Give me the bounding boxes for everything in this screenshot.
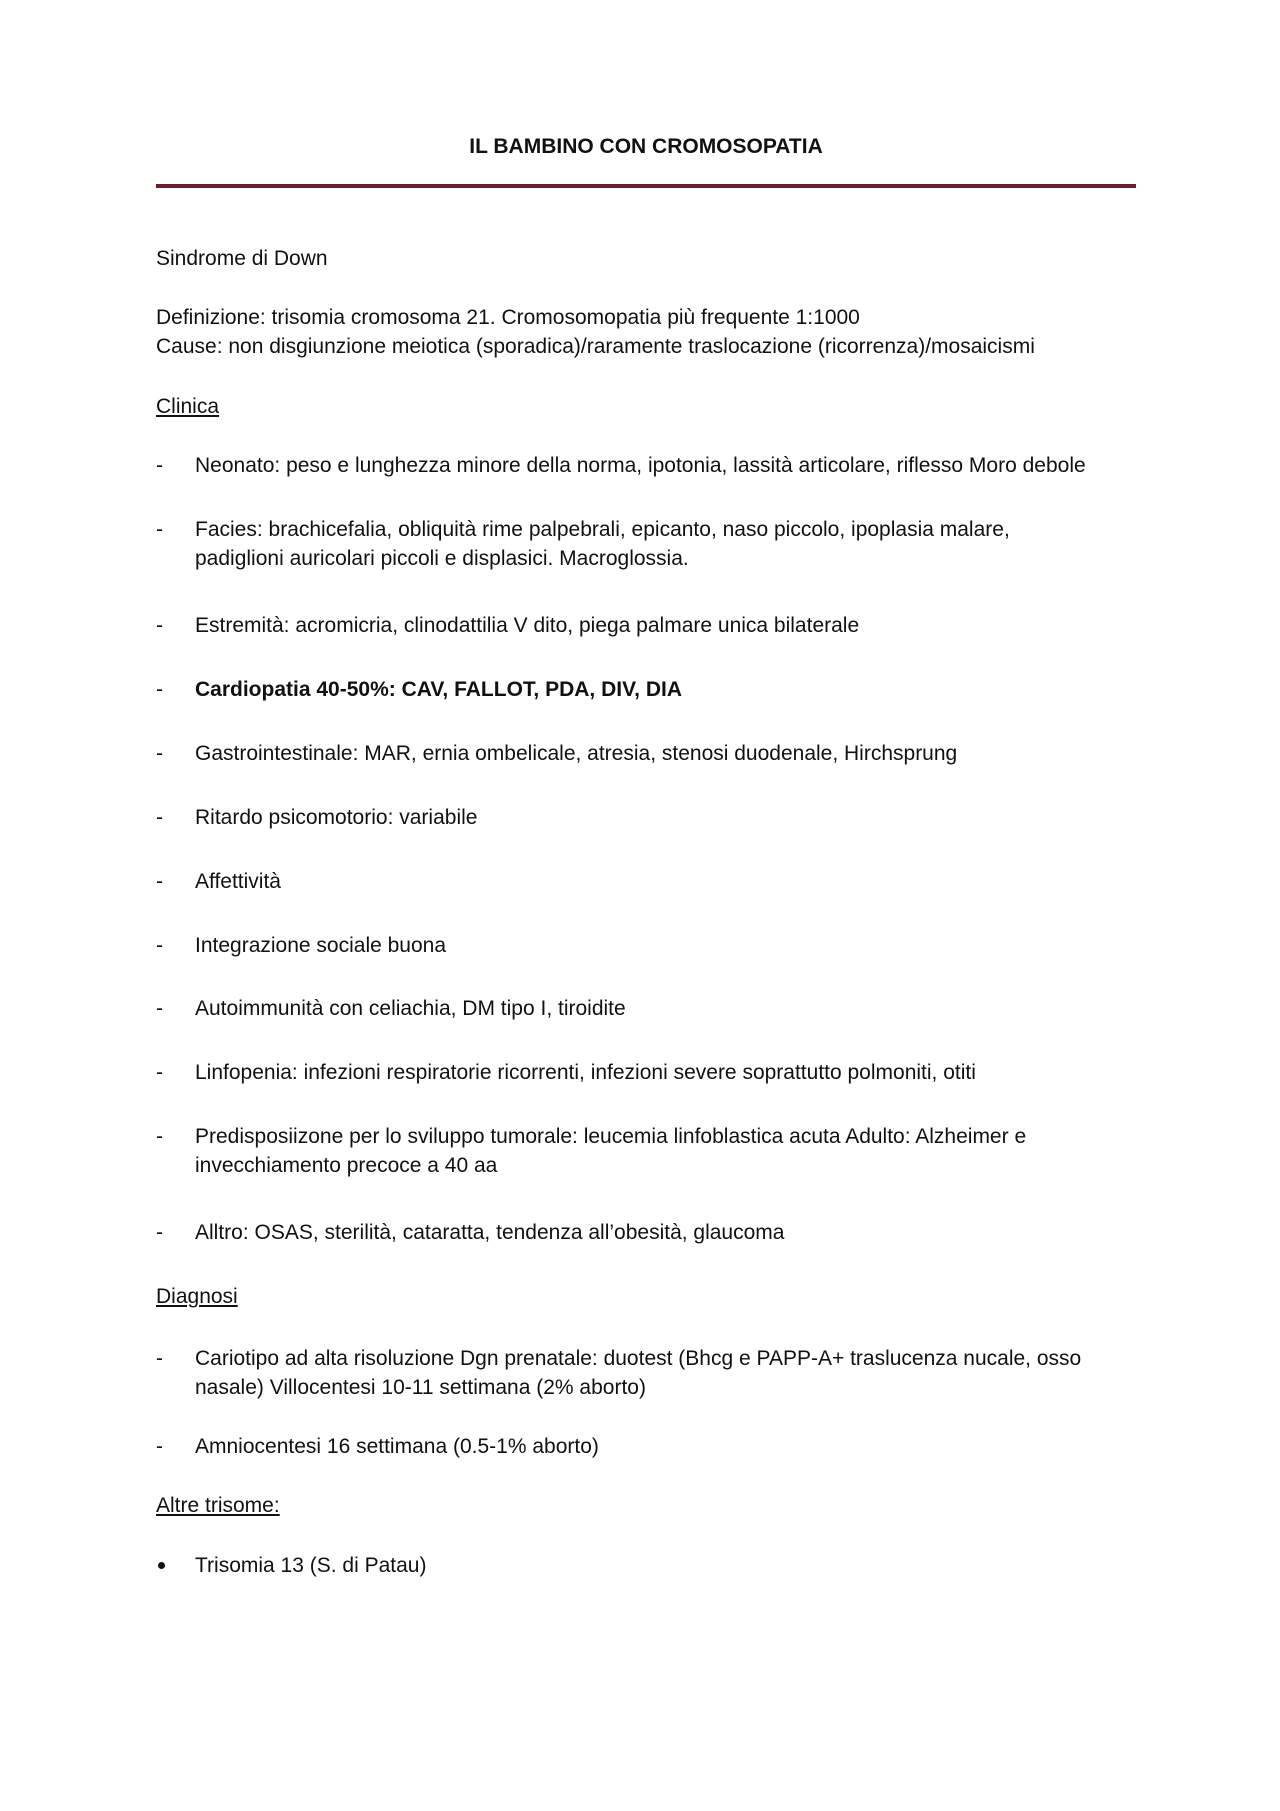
- diagnosi-heading: Diagnosi: [156, 1285, 238, 1308]
- causes-line: Cause: non disgiunzione meiotica (sporadica)/raramente traslocazione (ricorrenza)/mosaicismi: [156, 335, 1035, 358]
- list-marker: -: [156, 1061, 163, 1084]
- list-marker: -: [156, 806, 163, 829]
- list-marker: -: [156, 934, 163, 957]
- list-item-text: Autoimmunità con celiachia, DM tipo I, tiroidite: [195, 997, 626, 1020]
- list-marker: -: [156, 870, 163, 893]
- list-marker: -: [156, 614, 163, 637]
- list-item-text: Trisomia 13 (S. di Patau): [195, 1554, 427, 1577]
- list-marker: -: [156, 678, 163, 701]
- altre-heading: Altre trisome:: [156, 1494, 280, 1517]
- definition-line: Definizione: trisomia cromosoma 21. Cromosomopatia più frequente 1:1000: [156, 306, 860, 329]
- section-title: Sindrome di Down: [156, 247, 328, 270]
- list-item-text: Predisposiizone per lo sviluppo tumorale: leucemia linfoblastica acuta Adulto: Alzheimer e invecchiamento precoce a 40 aa: [195, 1125, 1027, 1177]
- list-item-text: Affettività: [195, 870, 281, 893]
- bullet-icon: [158, 1562, 165, 1569]
- list-item-text: Cardiopatia 40-50%: CAV, FALLOT, PDA, DIV, DIA: [195, 678, 682, 701]
- list-item-text: Integrazione sociale buona: [195, 934, 447, 957]
- list-item-text: Amniocentesi 16 settimana (0.5-1% aborto): [195, 1435, 599, 1458]
- list-marker: -: [156, 997, 163, 1020]
- list-item-text: Ritardo psicomotorio: variabile: [195, 806, 478, 829]
- list-item-text: Gastrointestinale: MAR, ernia ombelicale, atresia, stenosi duodenale, Hirchsprung: [195, 742, 958, 765]
- page-title: IL BAMBINO CON CROMOSOPATIA: [469, 135, 823, 158]
- list-marker: -: [156, 518, 163, 541]
- list-item-text: Facies: brachicefalia, obliquità rime palpebrali, epicanto, naso piccolo, ipoplasia malare, padiglioni auricolari piccoli e displasici. Macroglossia.: [195, 518, 1010, 570]
- list-item-text: Cariotipo ad alta risoluzione Dgn prenatale: duotest (Bhcg e PAPP-A+ traslucenza nucale, osso nasale) Villocentesi 10-11 settimana (2% aborto): [195, 1347, 1082, 1399]
- list-marker: -: [156, 1435, 163, 1458]
- list-marker: -: [156, 1125, 163, 1148]
- list-marker: -: [156, 454, 163, 477]
- title-divider: [156, 184, 1136, 188]
- list-marker: -: [156, 1347, 163, 1370]
- list-item-text: Linfopenia: infezioni respiratorie ricorrenti, infezioni severe soprattutto polmoniti, otiti: [195, 1061, 976, 1084]
- list-item-text: Estremità: acromicria, clinodattilia V dito, piega palmare unica bilaterale: [195, 614, 860, 637]
- clinica-heading: Clinica: [156, 395, 220, 418]
- list-marker: -: [156, 742, 163, 765]
- list-marker: -: [156, 1221, 163, 1244]
- list-item-text: Alltro: OSAS, sterilità, cataratta, tendenza all’obesità, glaucoma: [195, 1221, 785, 1244]
- list-item-text: Neonato: peso e lunghezza minore della norma, ipotonia, lassità articolare, riflesso Moro debole: [195, 454, 1086, 477]
